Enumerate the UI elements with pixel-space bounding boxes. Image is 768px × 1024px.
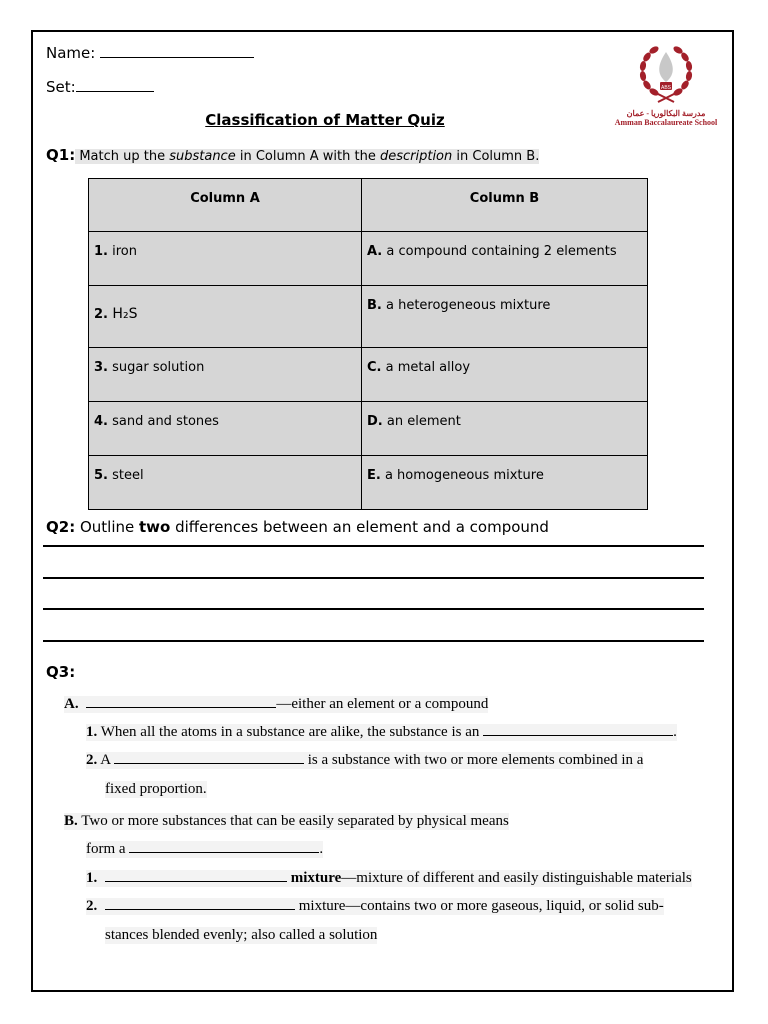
- column-b-cell: [362, 402, 648, 456]
- item-number: 5.: [94, 468, 108, 483]
- q1-text-2: in Column A with the: [235, 149, 380, 164]
- q3-a2-text-1: A: [100, 752, 111, 768]
- q3-a-text: —either an element or a compound: [276, 696, 489, 712]
- q2-text-2: differences between an element and a compound: [170, 518, 549, 536]
- logo-arabic-text: مدرسة البكالوريا - عمان: [626, 109, 706, 118]
- logo-badge-text: ABS: [660, 85, 672, 91]
- q3-b-text-2: form a: [86, 841, 126, 857]
- table-row: [89, 348, 648, 402]
- table-row: [89, 456, 648, 510]
- item-text: an element: [382, 414, 461, 429]
- item-text: a heterogeneous mixture: [381, 298, 551, 313]
- item-text: H₂S: [107, 306, 138, 322]
- q3-a2-text-2: is a substance with two or more elements combined in a: [307, 752, 644, 768]
- logo-english-text: Amman Baccalaureate School: [614, 118, 718, 127]
- q3-b1-blank[interactable]: [105, 881, 287, 882]
- q2-text-1: Outline: [75, 518, 139, 536]
- quiz-title: Classification of Matter Quiz: [205, 111, 445, 129]
- q3-b2-text-1: mixture—contains two or more gaseous, liquid, or solid sub-: [298, 898, 664, 914]
- table-row: [89, 232, 648, 286]
- q1-text-3: in Column B.: [452, 149, 540, 164]
- item-letter: B.: [367, 298, 382, 313]
- item-number: 2.: [94, 307, 108, 322]
- column-a-cell: [89, 402, 362, 456]
- item-text: sugar solution: [107, 360, 205, 375]
- column-a-cell: [89, 348, 362, 402]
- q1-number: Q1:: [46, 146, 76, 164]
- q3-b1-number: 1.: [86, 870, 98, 886]
- column-a-header: Column A: [89, 179, 362, 232]
- q3-a2-number: 2.: [86, 752, 98, 768]
- item-letter: C.: [367, 360, 382, 375]
- item-letter: A.: [367, 244, 383, 259]
- item-number: 4.: [94, 414, 108, 429]
- set-label: Set:: [46, 78, 76, 96]
- q3-a2: [86, 752, 643, 769]
- column-b-cell: [362, 456, 648, 510]
- column-b-cell: [362, 286, 648, 348]
- table-row: [89, 286, 648, 348]
- q3-a1-blank[interactable]: [483, 735, 673, 736]
- q3-a1: [86, 724, 677, 741]
- q3-a-blank[interactable]: [86, 707, 276, 708]
- table-row: [89, 402, 648, 456]
- set-blank[interactable]: [76, 91, 154, 92]
- item-number: 3.: [94, 360, 108, 375]
- q3-a2-blank[interactable]: [114, 763, 304, 764]
- column-b-cell: [362, 232, 648, 286]
- column-a-cell: [89, 286, 362, 348]
- q2-bold-two: two: [139, 518, 171, 536]
- table-header-row: [89, 179, 648, 232]
- q3-a1-text: When all the atoms in a substance are alike, the substance is an: [100, 724, 480, 740]
- q3-b-text-1: Two or more substances that can be easily separated by physical means: [81, 813, 509, 829]
- q3-a2-continued: fixed proportion.: [105, 781, 207, 797]
- q3-b2: [86, 898, 664, 915]
- q3-b-line-2: [86, 841, 323, 858]
- column-b-header: Column B: [362, 179, 648, 232]
- q3-b1-text: —mixture of different and easily distinguishable materials: [341, 870, 692, 886]
- q3-a-label: A.: [64, 696, 79, 712]
- q3-a1-number: 1.: [86, 724, 98, 740]
- q3-b1: [86, 870, 692, 887]
- q3-b2-continued: stances blended evenly; also called a solution: [105, 927, 378, 943]
- item-letter: D.: [367, 414, 383, 429]
- item-text: steel: [107, 468, 144, 483]
- item-number: 1.: [94, 244, 108, 259]
- name-field[interactable]: [46, 44, 254, 62]
- q3-a1-end: .: [673, 724, 677, 740]
- answer-line-1[interactable]: [43, 545, 704, 547]
- set-field[interactable]: [46, 78, 154, 96]
- q3-part-a: [64, 696, 488, 713]
- q2-number: Q2:: [46, 518, 76, 536]
- answer-line-3[interactable]: [43, 608, 704, 610]
- q3-b-end: .: [319, 841, 324, 857]
- q2-question: [46, 518, 549, 536]
- matching-table: [88, 178, 648, 510]
- column-a-cell: [89, 232, 362, 286]
- q1-instruction: [46, 146, 539, 164]
- q3-b-label: B.: [64, 813, 78, 829]
- answer-line-4[interactable]: [43, 640, 704, 642]
- q1-text-1: Match up the: [75, 149, 170, 164]
- column-a-cell: [89, 456, 362, 510]
- column-b-cell: [362, 348, 648, 402]
- name-label: Name:: [46, 44, 101, 62]
- q1-word-description: description: [379, 149, 453, 164]
- q3-b1-bold: mixture: [290, 870, 342, 886]
- answer-line-2[interactable]: [43, 577, 704, 579]
- q1-word-substance: substance: [169, 149, 236, 164]
- item-text: iron: [107, 244, 137, 259]
- q3-part-b: [64, 813, 509, 830]
- item-text: a compound containing 2 elements: [382, 244, 617, 259]
- q3-b2-blank[interactable]: [105, 909, 295, 910]
- item-letter: E.: [367, 468, 381, 483]
- q3-b2-number: 2.: [86, 898, 98, 914]
- q3-number: Q3:: [46, 663, 76, 681]
- item-text: a homogeneous mixture: [380, 468, 544, 483]
- item-text: a metal alloy: [381, 360, 471, 375]
- q3-b-blank[interactable]: [129, 852, 319, 853]
- name-blank[interactable]: [100, 57, 254, 58]
- item-text: sand and stones: [107, 414, 219, 429]
